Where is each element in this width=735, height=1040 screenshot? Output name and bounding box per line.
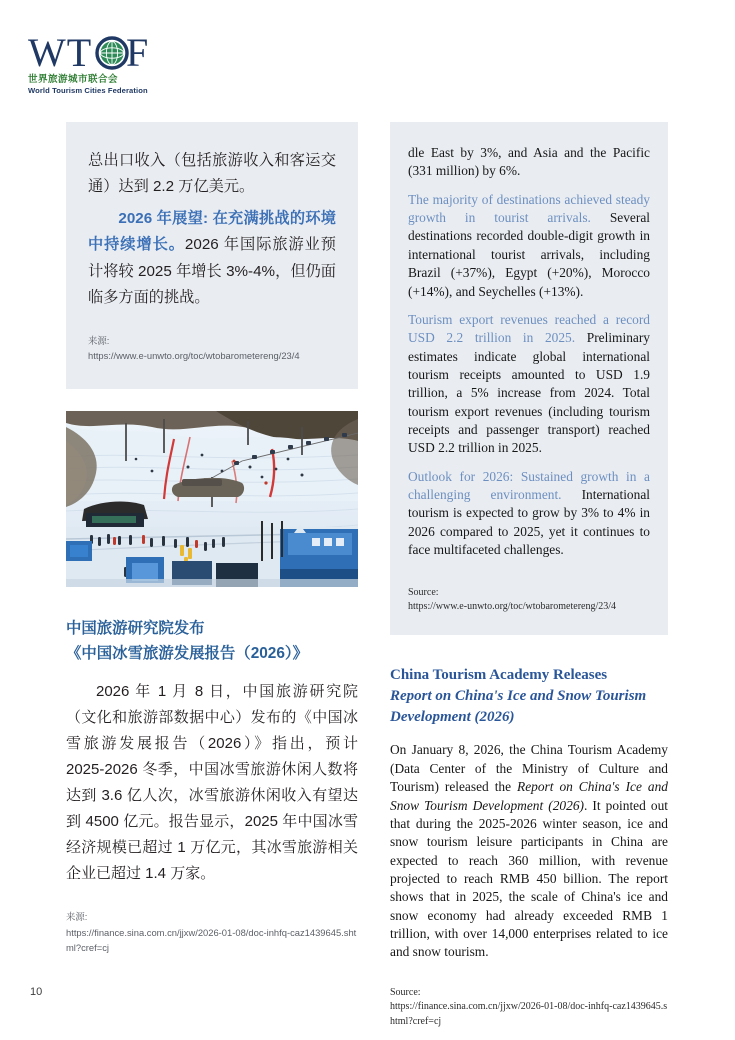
left-section-heading bbox=[66, 617, 358, 666]
right-body-italic-title: Report on China's Ice and Snow Tourism Development (2026) bbox=[390, 779, 668, 813]
left-section-body: 2026 年 1 月 8 日，中国旅游研究院（文化和旅游部数据中心）发布的《中国冰雪旅游发展报告（2026）》指出，预计 2025-2026 冬季，中国冰雪旅游休闲人数将达到 3.6 亿人次，冰雪旅游休闲收入有望达到 4500 亿元。报告显示，2025 年中国冰雪经济规模已超过 1 万亿元，其冰雪旅游相关企业已超过 1.4 万家。 bbox=[66, 682, 358, 883]
logo-english-name: World Tourism Cities Federation bbox=[28, 85, 148, 95]
right-panel-para-3-lead: Tourism export revenues reached a record USD 2.2 trillion in 2025. bbox=[408, 311, 650, 346]
left-section-source bbox=[66, 909, 358, 955]
right-panel-para-4-lead: Outlook for 2026: Sustained growth in a challenging environment. bbox=[408, 468, 650, 503]
ski-resort-illustration bbox=[66, 411, 358, 587]
right-section-paragraph bbox=[390, 741, 668, 961]
right-section-source bbox=[390, 986, 668, 1030]
right-panel-para-4-rest: International tourism is expected to grow by 3% to 4% in 2026 compared to 2025, yet it continues to face multifaceted challenges. bbox=[408, 487, 650, 558]
right-panel-para-4 bbox=[408, 468, 650, 560]
right-heading-line-1: China Tourism Academy Releases bbox=[390, 666, 608, 683]
right-highlight-panel bbox=[390, 122, 668, 635]
right-body-part-2: . It pointed out that during the 2025-2026 winter season, ice and snow tourism leisure participants in China are expected to reach 360 million, with revenue projected to reach RMB 450 billion. The report shows that in 2025, the scale of China's ice and snow economy had already exceeded RMB 1 trillion, with over 14,000 enterprises related to ice and snow tourism. bbox=[390, 797, 668, 960]
left-heading-line-1: 中国旅游研究院发布 bbox=[66, 620, 205, 638]
right-panel-text bbox=[408, 144, 650, 560]
right-section-source-label: Source: bbox=[390, 986, 421, 998]
right-body-part-1: On January 8, 2026, the China Tourism Academy (Data Center of the Ministry of Culture and Tourism) released the bbox=[390, 742, 668, 795]
globe-icon bbox=[97, 38, 127, 68]
right-panel-para-3 bbox=[408, 311, 650, 458]
right-heading-line-2: Report on China's Ice and Snow Tourism Development (2026) bbox=[390, 687, 647, 726]
left-panel-source-url[interactable]: https://www.e-unwto.org/toc/wtobarometereng/23/4 bbox=[88, 350, 300, 362]
left-heading-line-2: 《中国冰雪旅游发展报告（2026）》 bbox=[66, 644, 309, 662]
wtcf-logo bbox=[28, 34, 178, 96]
right-panel-source bbox=[408, 586, 650, 615]
left-panel-para-2-rest: 2026 年国际旅游业预计将较 2025 年增长 3%-4%，但仍面临多方面的挑战。 bbox=[88, 236, 336, 306]
svg-text:WT: WT bbox=[28, 34, 93, 74]
svg-text:F: F bbox=[126, 34, 150, 74]
left-panel-para-2 bbox=[88, 206, 336, 311]
left-section-source-url[interactable]: https://finance.sina.com.cn/jjxw/2026-01-08/doc-inhfq-caz1439645.shtml?cref=cj bbox=[66, 926, 357, 953]
right-panel-para-2-rest: Several destinations recorded double-digit growth in international tourist arrivals, including Brazil (+37%), Egypt (+20%), Morocco (+14%), and Seychelles (+13%). bbox=[408, 210, 650, 299]
right-panel-para-2 bbox=[408, 191, 650, 301]
right-section-body bbox=[390, 741, 668, 961]
right-panel-para-2-lead: The majority of destinations achieved steady growth in tourist arrivals. bbox=[408, 191, 650, 226]
right-panel-para-1: dle East by 3%, and Asia and the Pacific (331 million) by 6%. bbox=[408, 145, 650, 179]
left-panel-source-label: 来源: bbox=[88, 334, 110, 346]
page-number: 10 bbox=[30, 986, 43, 998]
right-section-source-url[interactable]: https://finance.sina.com.cn/jjxw/2026-01-08/doc-inhfq-caz1439645.shtml?cref=cj bbox=[390, 1001, 668, 1027]
wtcf-wordmark-icon bbox=[28, 34, 160, 74]
right-panel-source-url[interactable]: https://www.e-unwto.org/toc/wtobarometereng/23/4 bbox=[408, 601, 617, 613]
left-highlight-panel bbox=[66, 122, 358, 389]
right-panel-source-label: Source: bbox=[408, 586, 439, 598]
left-panel-para-1: 总出口收入（包括旅游收入和客运交通）达到 2.2 万亿美元。 bbox=[88, 152, 336, 196]
right-column bbox=[390, 122, 668, 1029]
left-column bbox=[66, 122, 358, 955]
ski-resort-photo bbox=[66, 411, 358, 587]
right-panel-para-3-rest: Preliminary estimates indicate global international tourism receipts amounted to USD 1.9 trillion, a 5% increase from 2024. Total tourism export revenues (including tourism receipts and passenger transport) reached USD 2.2 trillion in 2025. bbox=[408, 330, 650, 456]
logo-chinese-name: 世界旅游城市联合会 bbox=[28, 74, 119, 85]
right-section-heading bbox=[390, 665, 668, 729]
left-panel-source bbox=[88, 333, 336, 363]
left-panel-para-2-highlight: 2026 年展望: 在充满挑战的环境中持续增长。 bbox=[88, 210, 336, 254]
left-section-source-label: 来源: bbox=[66, 911, 88, 923]
